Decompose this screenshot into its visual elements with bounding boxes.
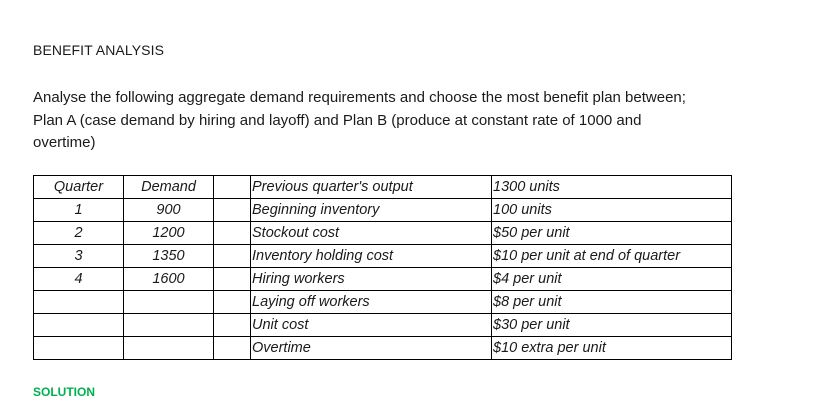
table-row (34, 268, 251, 291)
parameter-row (251, 268, 732, 291)
spacer-cell (214, 291, 251, 314)
spacer-cell (214, 337, 251, 360)
quarter-cell: 1 (34, 199, 124, 222)
quarter-cell (34, 314, 124, 337)
demand-cell (124, 337, 214, 360)
parameter-value: $8 per unit (492, 291, 732, 314)
page-heading: BENEFIT ANALYSIS (33, 42, 165, 58)
parameter-row (251, 176, 732, 199)
parameter-value: $50 per unit (492, 222, 732, 245)
parameter-label: Previous quarter's output (251, 176, 492, 199)
parameter-value: $10 per unit at end of quarter (492, 245, 732, 268)
quarter-cell: 2 (34, 222, 124, 245)
table-row (34, 314, 251, 337)
demand-cell: 1350 (124, 245, 214, 268)
paragraph-line: Analyse the following aggregate demand requirements and choose the most benefit plan between; (33, 89, 686, 106)
parameter-label: Beginning inventory (251, 199, 492, 222)
parameter-value: $10 extra per unit (492, 337, 732, 360)
parameter-value: $30 per unit (492, 314, 732, 337)
parameter-label: Laying off workers (251, 291, 492, 314)
quarter-cell: 3 (34, 245, 124, 268)
parameter-label: Inventory holding cost (251, 245, 492, 268)
paragraph-line: Plan A (case demand by hiring and layoff) and Plan B (produce at constant rate of 1000 and (33, 111, 642, 129)
paragraph-line: overtime) (33, 134, 96, 151)
column-header-demand: Demand (124, 176, 214, 199)
solution-label: SOLUTION (33, 385, 95, 399)
spacer-cell (214, 268, 251, 291)
quarter-cell (34, 337, 124, 360)
parameter-label: Stockout cost (251, 222, 492, 245)
table-row (34, 222, 251, 245)
spacer-cell (214, 199, 251, 222)
parameter-row (251, 245, 732, 268)
parameter-label: Hiring workers (251, 268, 492, 291)
spacer-cell (214, 222, 251, 245)
parameters-table (250, 175, 732, 360)
demand-cell: 1200 (124, 222, 214, 245)
parameter-value: 100 units (492, 199, 732, 222)
column-header-quarter: Quarter (34, 176, 124, 199)
demand-table (33, 175, 251, 360)
spacer-cell (214, 314, 251, 337)
parameter-row (251, 199, 732, 222)
table-row (34, 199, 251, 222)
parameter-label: Unit cost (251, 314, 492, 337)
table-row (34, 291, 251, 314)
table-row (34, 337, 251, 360)
table-header-row (34, 176, 251, 199)
spacer-cell (214, 176, 251, 199)
demand-cell: 900 (124, 199, 214, 222)
parameter-row (251, 291, 732, 314)
instructions-paragraph (33, 87, 793, 155)
table-row (34, 245, 251, 268)
demand-cell: 1600 (124, 268, 214, 291)
parameter-value: $4 per unit (492, 268, 732, 291)
parameter-label: Overtime (251, 337, 492, 360)
demand-cell (124, 291, 214, 314)
parameter-value: 1300 units (492, 176, 732, 199)
parameter-row (251, 337, 732, 360)
parameter-row (251, 314, 732, 337)
parameter-row (251, 222, 732, 245)
spacer-cell (214, 245, 251, 268)
quarter-cell (34, 291, 124, 314)
quarter-cell: 4 (34, 268, 124, 291)
demand-cell (124, 314, 214, 337)
